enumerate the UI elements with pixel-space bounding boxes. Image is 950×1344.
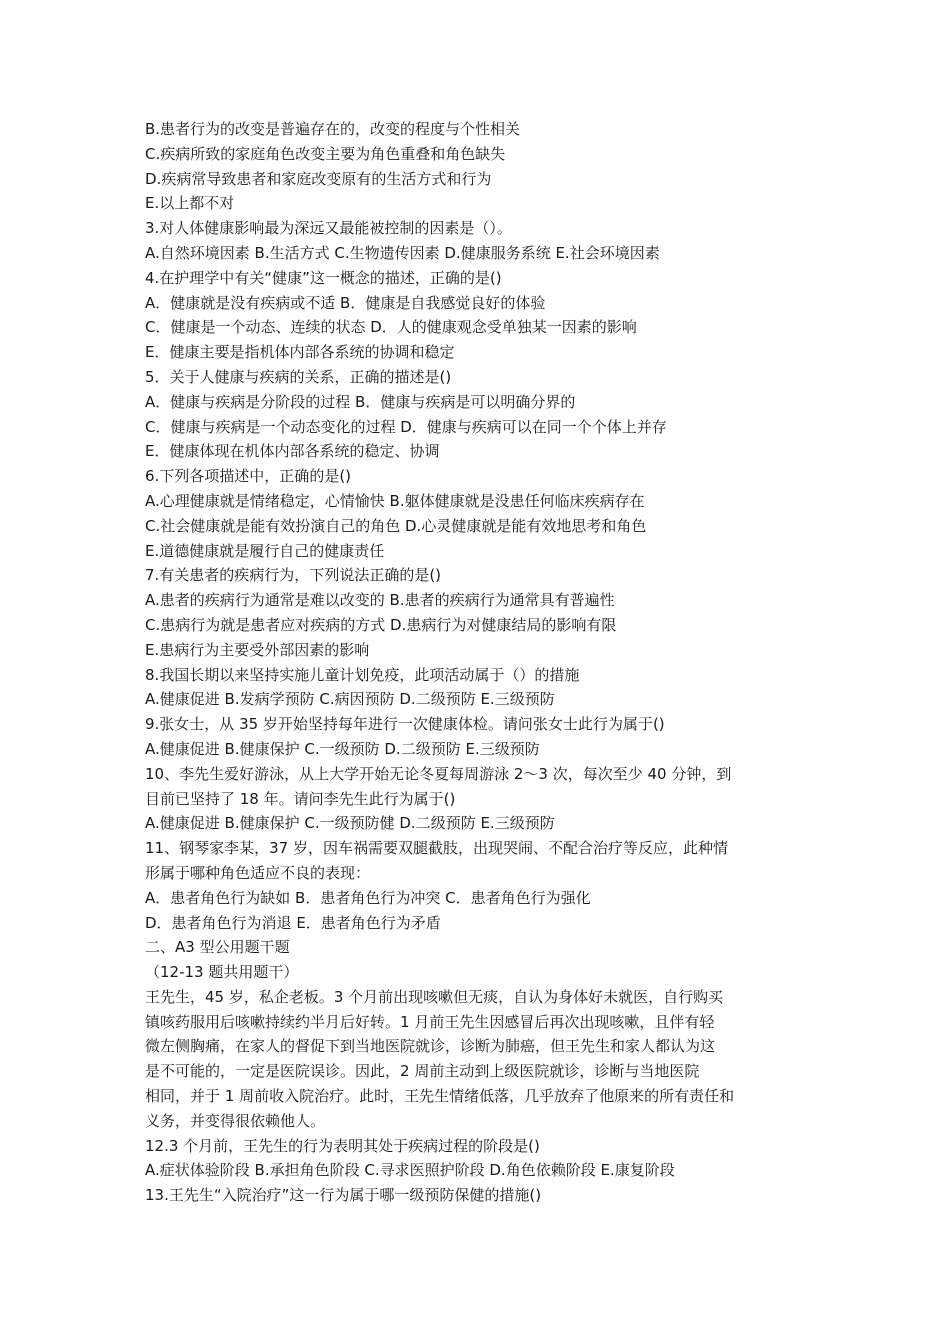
question-7-options: E.患病行为主要受外部因素的影响 bbox=[145, 640, 370, 659]
question-11-options: A．患者角色行为缺如 B．患者角色行为冲突 C．患者角色行为强化 bbox=[145, 888, 591, 907]
question-4-options: C．健康是一个动态、连续的状态 D．人的健康观念受单独某一因素的影响 bbox=[145, 318, 637, 337]
text-line: B.患者行为的改变是普遍存在的，改变的程度与个性相关 bbox=[145, 120, 521, 138]
case-paragraph: 义务，并变得很依赖他人。 bbox=[145, 1111, 326, 1130]
question-5-options: C．健康与疾病是一个动态变化的过程 D．健康与疾病可以在同一个个体上并存 bbox=[145, 417, 667, 436]
case-paragraph: 王先生，45 岁，私企老板。3 个月前出现咳嗽但无痰，自认为身体好未就医，自行购买 bbox=[145, 987, 724, 1006]
case-paragraph: 相同，并于 1 周前收入院治疗。此时，王先生情绪低落，几乎放弃了他原来的所有责任和 bbox=[145, 1087, 735, 1106]
question-10-options: A.健康促进 B.健康保护 C.一级预防健 D.二级预防 E.三级预防 bbox=[145, 814, 555, 833]
question-12-options: A.症状体验阶段 B.承担角色阶段 C.寻求医照护阶段 D.角色依赖阶段 E.康复阶段 bbox=[145, 1161, 675, 1180]
question-3-options: A.自然环境因素 B.生活方式 C.生物遗传因素 D.健康服务系统 E.社会环境因素 bbox=[145, 243, 660, 262]
question-7: 7.有关患者的疾病行为，下列说法正确的是() bbox=[145, 566, 442, 585]
question-4-options: E．健康主要是指机体内部各系统的协调和稳定 bbox=[145, 343, 455, 362]
question-4: 4.在护理学中有关“健康”这一概念的描述，正确的是() bbox=[145, 268, 502, 287]
question-9-options: A.健康促进 B.健康保护 C.一级预防 D.二级预防 E.三级预防 bbox=[145, 739, 540, 758]
question-7-options: A.患者的疾病行为通常是难以改变的 B.患者的疾病行为通常具有普遍性 bbox=[145, 591, 615, 610]
question-5: 5．关于人健康与疾病的关系，正确的描述是() bbox=[145, 367, 452, 386]
question-6-options: E.道德健康就是履行自己的健康责任 bbox=[145, 541, 385, 560]
question-10: 目前已坚持了 18 年。请问李先生此行为属于() bbox=[145, 789, 456, 808]
question-6-options: C.社会健康就是能有效扮演自己的角色 D.心灵健康就是能有效地思考和角色 bbox=[145, 516, 647, 535]
question-11: 形属于哪种角色适应不良的表现： bbox=[145, 863, 371, 882]
question-4-options: A．健康就是没有疾病或不适 B．健康是自我感觉良好的体验 bbox=[145, 293, 546, 312]
case-paragraph: 镇咳药服用后咳嗽持续约半月后好转。1 月前王先生因感冒后再次出现咳嗽，且伴有轻 bbox=[145, 1012, 715, 1031]
shared-stem-note: （12-13 题共用题干） bbox=[145, 963, 299, 982]
text-line: D.疾病常导致患者和家庭改变原有的生活方式和行为 bbox=[145, 169, 492, 188]
question-6: 6.下列各项描述中，正确的是() bbox=[145, 467, 352, 486]
document-body bbox=[145, 117, 810, 1208]
case-paragraph: 是不可能的，一定是医院误诊。因此，2 周前主动到上级医院就诊，诊断与当地医院 bbox=[145, 1062, 700, 1081]
question-7-options: C.患病行为就是患者应对疾病的方式 D.患病行为对健康结局的影响有限 bbox=[145, 615, 617, 634]
question-3: 3.对人体健康影响最为深远又最能被控制的因素是（）。 bbox=[145, 219, 512, 238]
question-11-options: D．患者角色行为消退 E．患者角色行为矛盾 bbox=[145, 913, 441, 932]
text-line: E.以上都不对 bbox=[145, 194, 235, 213]
question-11: 11、钢琴家李某，37 岁，因车祸需要双腿截肢，出现哭闹、不配合治疗等反应，此种情 bbox=[145, 839, 728, 858]
question-5-options: E．健康体现在机体内部各系统的稳定、协调 bbox=[145, 442, 440, 461]
question-10: 10、李先生爱好游泳，从上大学开始无论冬夏每周游泳 2～3 次，每次至少 40 分钟，到 bbox=[145, 764, 732, 783]
case-paragraph: 微左侧胸痛，在家人的督促下到当地医院就诊，诊断为肺癌，但王先生和家人都认为这 bbox=[145, 1037, 716, 1056]
section-heading: 二、A3 型公用题干题 bbox=[145, 938, 290, 957]
question-9: 9.张女士，从 35 岁开始坚持每年进行一次健康体检。请问张女士此行为属于() bbox=[145, 715, 665, 734]
question-6-options: A.心理健康就是情绪稳定，心情愉快 B.躯体健康就是没患任何临床疾病存在 bbox=[145, 491, 645, 510]
question-8: 8.我国长期以来坚持实施儿童计划免疫，此项活动属于（）的措施 bbox=[145, 665, 580, 684]
text-line: C.疾病所致的家庭角色改变主要为角色重叠和角色缺失 bbox=[145, 144, 506, 163]
question-8-options: A.健康促进 B.发病学预防 C.病因预防 D.二级预防 E.三级预防 bbox=[145, 690, 555, 709]
question-5-options: A．健康与疾病是分阶段的过程 B．健康与疾病是可以明确分界的 bbox=[145, 392, 576, 411]
question-13: 13.王先生“入院治疗”这一行为属于哪一级预防保健的措施() bbox=[145, 1186, 542, 1205]
question-12: 12.3 个月前，王先生的行为表明其处于疾病过程的阶段是() bbox=[145, 1136, 540, 1155]
